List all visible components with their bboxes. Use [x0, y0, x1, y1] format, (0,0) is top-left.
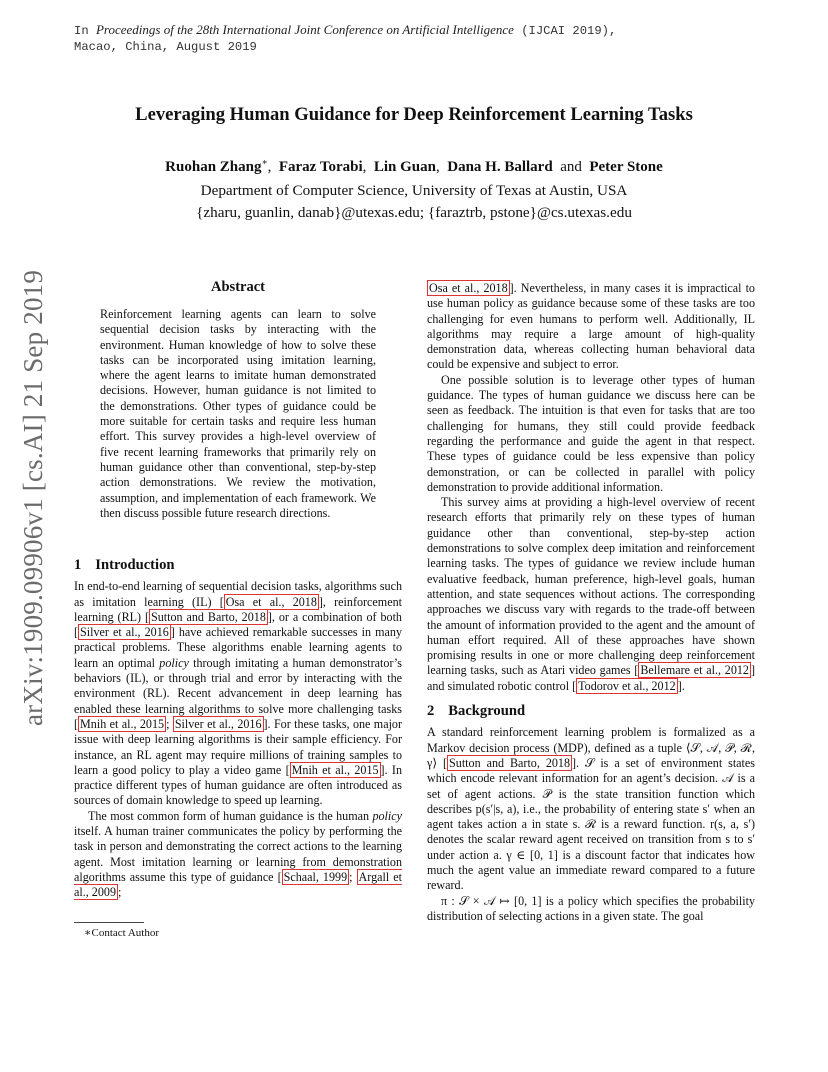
department: Department of Computer Science, University of Texas at Austin, USA [200, 182, 628, 199]
author-4: Dana H. Ballard [447, 159, 553, 175]
emphasis: policy [372, 808, 402, 823]
background-number: 2 [427, 703, 435, 720]
right-paragraph-3 [427, 495, 755, 694]
text-span: A standard reinforcement learning problem is formalized as a Markov decision process (MDP), defined as a tuple ⟨𝒮, 𝒜, 𝒫, ℛ, γ⟩ [ [427, 725, 755, 770]
text-span: This survey aims at providing a high-level overview of recent research efforts that primarily rely on these types of human guidance other than conventional, step-by-step action demonstrations to solve complex deep imitation and reinforcement learning tasks. The types of guidance we review include human evaluative feedback, human preference, high-level goals, human attention, and state sequences without actions. The corresponding approaches we discuss vary with regards to the trade-off between the amount of information provided to the agent and the amount of human effort required. All of these approaches have shown promising results in one or more challenging deep reinforcement learning tasks, such as Atari video games [ [427, 495, 755, 678]
intro-section [74, 558, 402, 901]
text-span: itself. A human trainer communicates the policy by performing the task in person and demonstrating the correct actions to the learning agent. Most imitation learning or learning from demonstration algorithms assume this type of guidance [ [74, 824, 402, 884]
text-span: ]. For these tasks, one major issue with deep learning algorithms is their sample efficiency. For instance, an RL agent may require millions of training samples to learn a good policy to play a video game [ [74, 716, 403, 777]
emphasis: policy [159, 655, 189, 670]
venue-location: Macao, China, August 2019 [74, 40, 257, 54]
citation-link[interactable]: Silver et al., 2016 [80, 625, 169, 640]
citation-link[interactable]: Osa et al., 2018 [429, 281, 508, 295]
intro-paragraph-2 [74, 809, 402, 901]
author-1-mark: ∗ [261, 157, 268, 167]
text-span: ]. [677, 678, 685, 693]
intro-paragraph-1 [74, 579, 402, 808]
citation-link[interactable]: Sutton and Barto, 2018 [449, 755, 571, 770]
right-paragraph-2: One possible solution is to leverage other types of human guidance. The types of human guidance we discuss here can be seen as feedback. The intuition is that even for tasks that are too challenging for humans, they still could provide feedback regarding the performance and guide the agent in that respect. These types of guidance could be less expensive than policy demonstration, or can be collected in parallel with policy demonstration to provide additional information. [427, 372, 755, 494]
text-span: ] have achieved remarkable successes in many practical problems. These algorithms enable learning agents to learn an optimal [74, 625, 402, 670]
citation-link[interactable]: Silver et al., 2016 [174, 716, 262, 731]
text-span: ], or a combination of both [ [74, 609, 402, 640]
text-span: ], reinforcement learning (RL) [ [74, 594, 402, 624]
abstract-heading: Abstract [211, 279, 265, 295]
background-paragraph-2: π : 𝒮 × 𝒜 ↦ [0, 1] is a policy which specifies the probability distribution of selecting actions in a given state. The goal [427, 893, 755, 923]
background-title: Background [448, 703, 526, 720]
intro-number: 1 [74, 557, 82, 573]
author-list: Ruohan Zhang∗, Faraz Torabi, Lin Guan, Dana H. Ballard and Peter Stone [165, 157, 663, 175]
emails: {zharu, guanlin, danab}@utexas.edu; {faraztrb, pstone}@cs.utexas.edu [196, 204, 632, 221]
paper-title: Leveraging Human Guidance for Deep Reinforcement Learning Tasks [135, 104, 693, 125]
venue-header [74, 22, 694, 55]
text-span: ]. In practice different types of human guidance are often introduced as sources of domain knowledge to speed up learning. [74, 762, 403, 808]
footnote-rule [74, 922, 144, 923]
text-span: ] and simulated robotic control [ [427, 663, 756, 693]
citation-link[interactable]: Argall et al., 2009 [74, 869, 402, 900]
citation-link[interactable]: Todorov et al., 2012 [578, 678, 676, 693]
abstract-text: Reinforcement learning agents can learn to solve sequential decision tasks by interacting with the environment. Human knowledge of how to solve these tasks can be incorporated using imitation learning, where the agent learns to imitate human demonstrated decisions. However, human guidance is not limited to the demonstrations. Other types of guidance could be more suitable for certain tasks and require less human effort. This survey provides a high-level overview of five recent learning frameworks that primarily rely on human guidance other than conventional, step-by-step action demonstrations. We review the motivation, assumption, and implementation of each framework. We then discuss possible future research directions. [100, 307, 376, 520]
author-2: Faraz Torabi [278, 159, 363, 175]
text-span: through imitating a human demonstrator’s behaviors (IL), or through trial and error by interacting with the environment (RL). Recent advancement in deep learning has enabled these learning algorithms to solve more challenging tasks [ [74, 655, 402, 731]
text-span: ; [118, 885, 122, 900]
venue-prefix: In [74, 24, 96, 38]
affiliation [0, 180, 828, 224]
continued-paragraph [427, 281, 755, 373]
background-heading [427, 704, 755, 719]
citation-link[interactable]: Mnih et al., 2015 [80, 716, 165, 731]
text-span: ]. Nevertheless, in many cases it is impractical to use human policy as guidance because some of these tasks are too challenging for even humans to perform well. Additionally, IL algorithms may require a large amount of high-quality demonstration data, whereas collecting human behavioral data could be expensive and subject to error. [427, 281, 755, 372]
text-span: ; [166, 716, 173, 731]
arxiv-stamp: arXiv:1909.09906v1 [cs.AI] 21 Sep 2019 [18, 269, 48, 726]
background-paragraph-1 [427, 725, 755, 893]
citation-link[interactable]: Schaal, 1999 [283, 869, 348, 884]
venue-name: Proceedings of the 28th International Joint Conference on Artificial Intelligence [95, 22, 514, 37]
text-span: The most common form of human guidance is the human [88, 808, 373, 823]
intro-title: Introduction [95, 557, 175, 573]
venue-suffix: (IJCAI 2019), [513, 24, 617, 38]
footnote: ∗Contact Author [84, 927, 159, 939]
text-span: ; [349, 869, 357, 884]
author-3: Lin Guan [373, 159, 436, 175]
author-and: and [560, 159, 582, 175]
author-5: Peter Stone [589, 159, 663, 175]
citation-link[interactable]: Bellemare et al., 2012 [640, 663, 749, 678]
right-column [427, 281, 755, 924]
text-span: In end-to-end learning of sequential decision tasks, algorithms such as imitation learning (IL) [ [74, 579, 402, 609]
intro-heading [74, 558, 402, 573]
author-1: Ruohan Zhang [165, 159, 262, 175]
citation-link[interactable]: Sutton and Barto, 2018 [151, 609, 266, 624]
text-span: ]. 𝒮 is a set of environment states which encode relevant information for an agent’s decision. 𝒜 is a set of agent actions. 𝒫 is the state transition function which describes p(s′|s, a), i.e., the probability of entering state s′ when an agent takes action a in state s. ℛ is a reward function. r(s, a, s′) denotes the scalar reward agent received on transition from s to s′ under action a. γ ∈ [0, 1] is a discount factor that indicates how much the agent value an immediate reward compared to a future reward. [427, 755, 755, 893]
citation-link[interactable]: Mnih et al., 2015 [291, 762, 379, 777]
citation-link[interactable]: Osa et al., 2018 [225, 594, 317, 609]
